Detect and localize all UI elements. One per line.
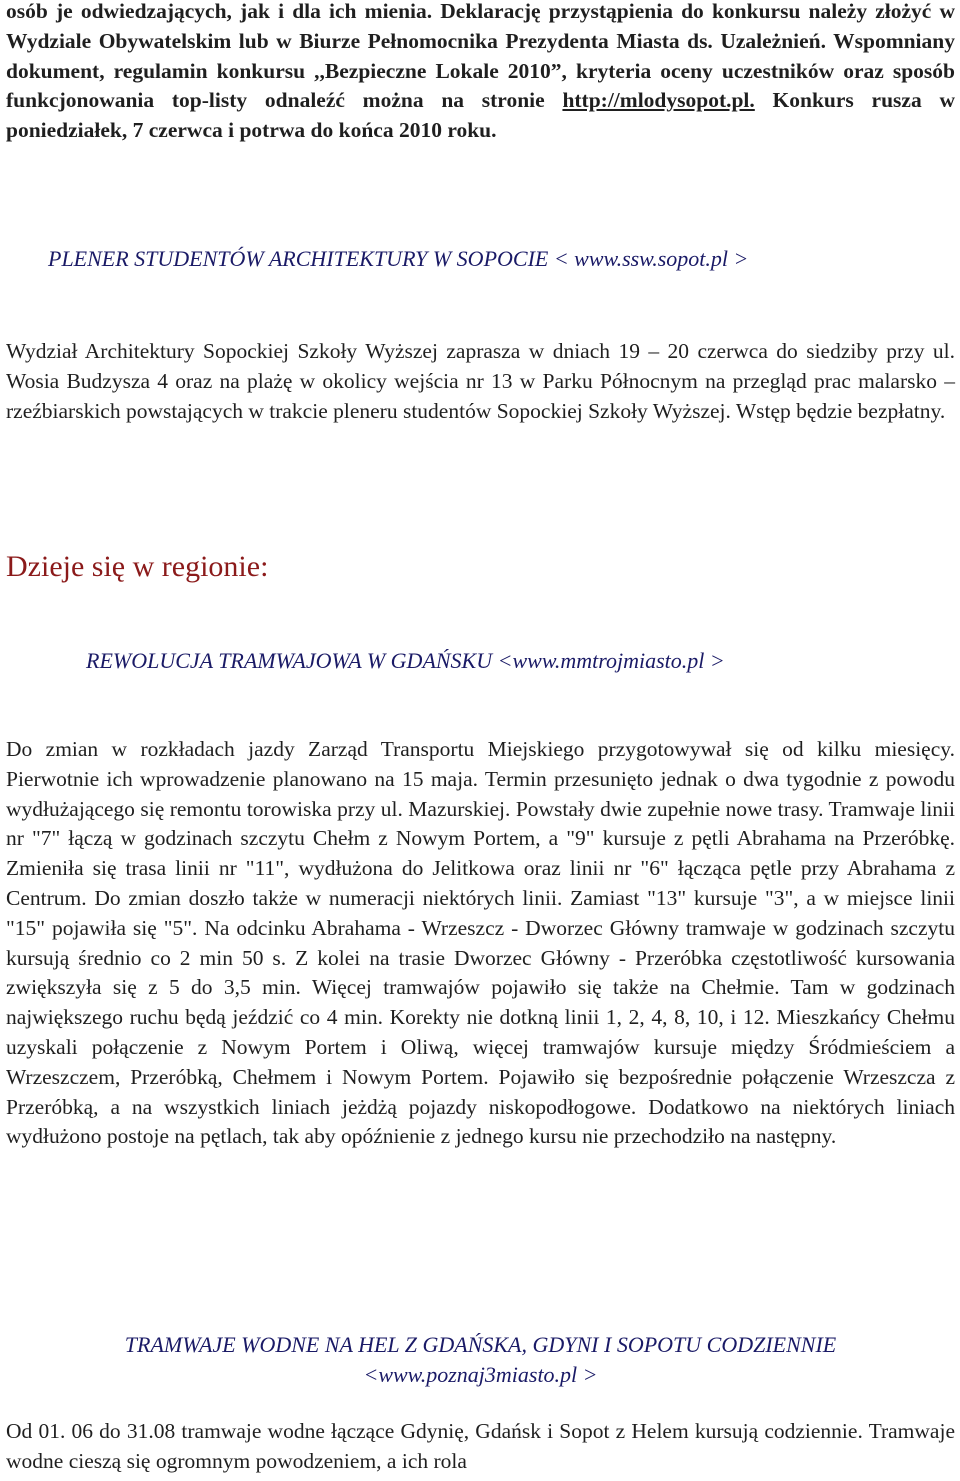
tramwaje-heading [6,1330,955,1390]
tramwaje-heading-line2: <www.poznaj3miasto.pl > [363,1362,598,1387]
tramwaje-heading-line1: TRAMWAJE WODNE NA HEL Z GDAŃSKA, GDYNI I SOPOTU CODZIENNIE [124,1332,837,1357]
region-title: Dzieje się w regionie: [6,550,269,583]
plener-heading: PLENER STUDENTÓW ARCHITEKTURY W SOPOCIE < www.ssw.sopot.pl > [48,246,749,271]
tramwaje-paragraph: Od 01. 06 do 31.08 tramwaje wodne łączące Gdynię, Gdańsk i Sopot z Helem kursują codziennie. Tramwaje wodne cieszą się ogromnym powodzeniem, a ich rola [6,1419,955,1473]
rewolucja-heading: REWOLUCJA TRAMWAJOWA W GDAŃSKU <www.mmtrojmiasto.pl > [86,648,725,673]
mlodysopot-link[interactable]: http://mlodysopot.pl. [562,88,755,113]
intro-text-before-link: osób je odwiedzających, jak i dla ich mienia. Deklarację przystąpienia do konkursu należy złożyć w Wydziale Obywatelskim lub w Biurze Pełnomocnika Prezydenta Miasta ds. Uzależnień. Wspomniany dokument, regulamin konkursu ,,Bezpieczne Lokale 2010”, kryteria oceny uczestników oraz sposób funkcjonowania top-listy odnaleźć można na stronie [6,0,955,113]
plener-paragraph: Wydział Architektury Sopockiej Szkoły Wyższej zaprasza w dniach 19 – 20 czerwca do siedziby przy ul. Wosia Budzysza 4 oraz na plażę w okolicy wejścia nr 13 w Parku Północnym na przegląd prac malarsko – rzeźbiarskich powstających w trakcie pleneru studentów Sopockiej Szkoły Wyższej. Wstęp będzie bezpłatny. [6,339,955,423]
intro-paragraph [6,0,955,146]
intro-text-after-link: Konkurs rusza w poniedziałek, 7 czerwca i potrwa do końca 2010 roku. [6,88,955,143]
rewolucja-paragraph: Do zmian w rozkładach jazdy Zarząd Transportu Miejskiego przygotowywał się od kilku miesięcy. Pierwotnie ich wprowadzenie planowano na 15 maja. Termin przesunięto jednak o dwa tygodnie z powodu wydłużającego się remontu torowiska przy ul. Mazurskiej. Powstały dwie zupełnie nowe trasy. Tramwaje linii nr "7" łączą w godzinach szczytu Chełm z Nowym Portem, a "9" kursuje z pętli Abrahama na Przeróbkę. Zmieniła się trasa linii nr "11", wydłużona do Jelitkowa oraz linii nr "6" łącząca pętle przy Abrahama z Centrum. Do zmian doszło także w numeracji niektórych linii. Zamiast "13" kursuje "3", a w miejsce linii "15" pojawiła się "5". Na odcinku Abrahama - Wrzeszcz - Dworzec Główny tramwaje w godzinach szczytu kursują średnio co 2 min 50 s. Z kolei na trasie Dworzec Główny - Przeróbka częstotliwość kursowania zwiększyła się z 5 do 3,5 min. Więcej tramwajów pojawiło się także na Chełmie. Tam w godzinach największego ruchu będą jeździć co 4 min. Korekty nie dotkną linii 1, 2, 4, 8, 10, i 12. Mieszkańcy Chełmu uzyskali połączenie z Nowym Portem i Oliwą, więcej tramwajów kursuje między Śródmieściem a Wrzeszczem, Przeróbką, Chełmem i Nowym Portem. Pojawiło się bezpośrednie połączenie Wrzeszcza z Przeróbką, a na wszystkich liniach jeżdżą pojazdy niskopodłogowe. Dodatkowo na niektórych liniach wydłużono postoje na pętlach, tak aby opóźnienie z jednego kursu nie przechodziło na następny. [6,737,955,1149]
